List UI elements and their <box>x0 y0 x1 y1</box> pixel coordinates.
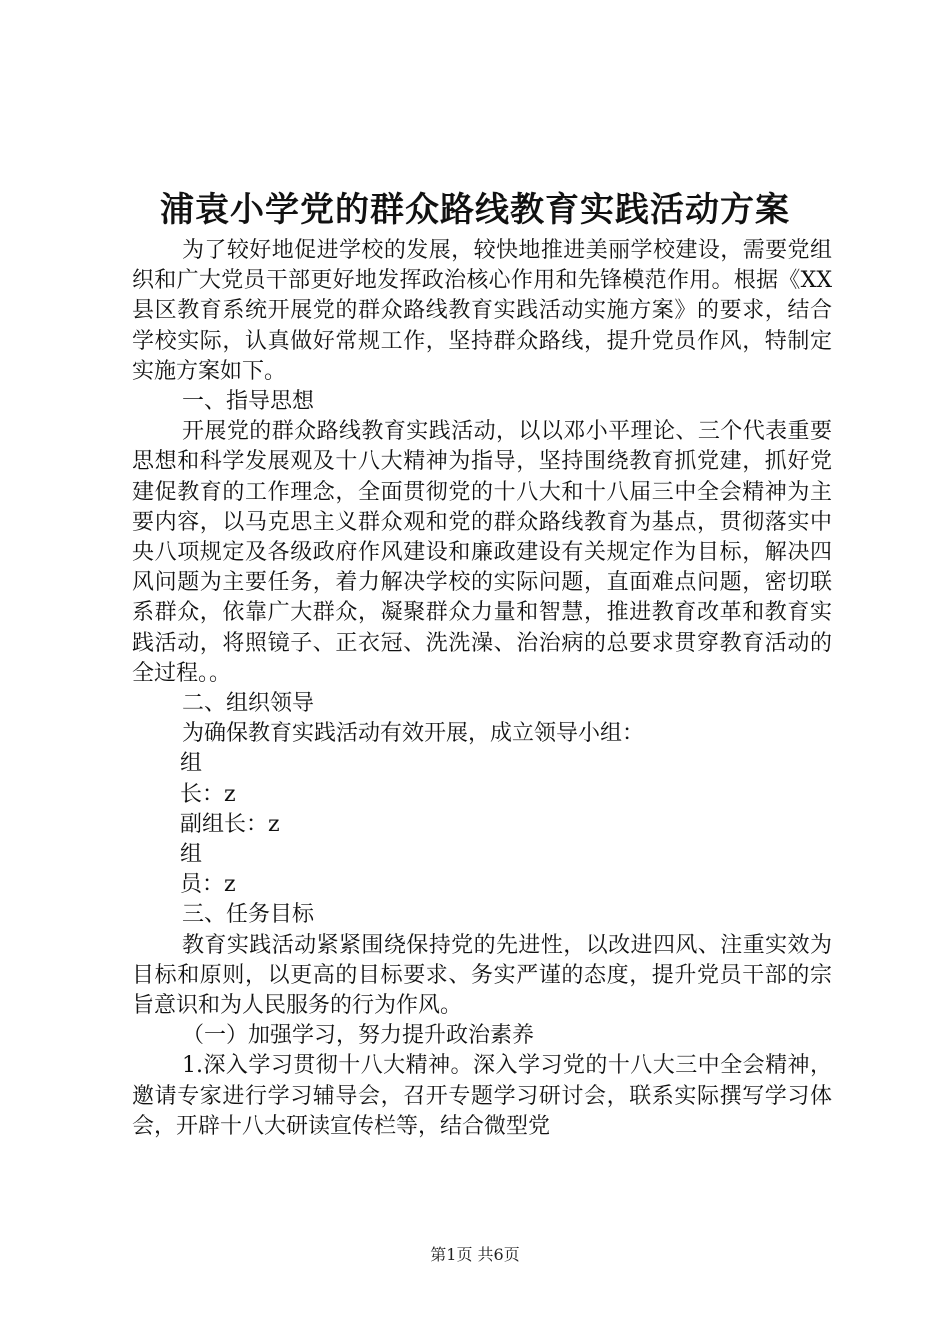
study-item-1-paragraph: 1.深入学习贯彻十八大精神。深入学习党的十八大三中全会精神，邀请专家进行学习辅导会，召开专题学习研讨会，联系实际撰写学习体会，开辟十八大研读宣传栏等，结合微型党 <box>132 1053 832 1139</box>
document-title: 浦袁小学党的群众路线教育实践活动方案 <box>160 190 790 230</box>
page-footer: 第1页 共6页 <box>430 1245 520 1264</box>
document-body <box>132 236 832 1142</box>
section-heading-organization: 二、组织领导 <box>182 691 315 717</box>
subsection-heading-study: （一）加强学习，努力提升政治素养 <box>182 1023 535 1049</box>
member-label-part1: 组 <box>180 842 203 868</box>
guiding-ideology-paragraph: 开展党的群众路线教育实践活动，以以邓小平理论、三个代表重要思想和科学发展观及十八大精神为指导，坚持围绕教育抓党建，抓好党建促教育的工作理念，全面贯彻党的十八大和十八届三中全会精神为主要内容，以马克思主义群众观和党的群众路线教育为基点，贯彻落实中央八项规定及各级政府作风建设和廉政建设有关规定作为目标，解决四风问题为主要任务，着力解决学校的实际问题，直面难点问题，密切联系群众，依靠广大群众，凝聚群众力量和智慧，推进教育改革和教育实践活动，将照镜子、正衣冠、洗洗澡、治治病的总要求贯穿教育活动的全过程。。 <box>132 419 832 686</box>
intro-paragraph: 为了较好地促进学校的发展，较快地推进美丽学校建设，需要党组织和广大党员干部更好地发挥政治核心作用和先锋模范作用。根据《XX县区教育系统开展党的群众路线教育实践活动实施方案》的要求，结合学校实际，认真做好常规工作，坚持群众路线，提升党员作风，特制定实施方案如下。 <box>132 238 832 384</box>
leader-label-part2: 长：z <box>180 781 236 807</box>
task-goals-paragraph: 教育实践活动紧紧围绕保持党的先进性，以改进四风、注重实效为目标和原则，以更高的目标要求、务实严谨的态度，提升党员干部的宗旨意识和为人民服务的行为作风。 <box>132 932 832 1019</box>
member-label-part2: 员：z <box>180 872 236 898</box>
organization-intro: 为确保教育实践活动有效开展，成立领导小组： <box>182 721 645 747</box>
deputy-leader-line: 副组长：z <box>180 811 280 837</box>
section-heading-task-goals: 三、任务目标 <box>182 902 315 928</box>
leader-label-part1: 组 <box>180 751 203 777</box>
section-heading-guiding-ideology: 一、指导思想 <box>182 389 315 415</box>
